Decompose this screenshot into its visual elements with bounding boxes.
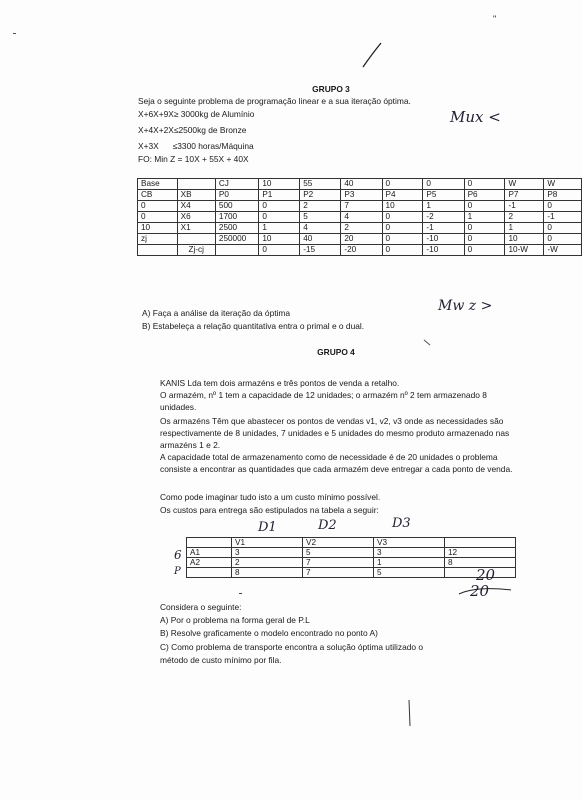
simplex-cell: P8: [544, 190, 582, 201]
pen-underline-totals: [456, 568, 516, 598]
simplex-cell: P2: [300, 190, 341, 201]
simplex-cell: 7: [341, 201, 382, 212]
simplex-cell: P4: [382, 190, 423, 201]
simplex-row: [138, 223, 582, 234]
transport-cell: 5: [374, 568, 445, 578]
handwritten-d1: D1: [258, 520, 277, 535]
pen-stroke-bottom: [404, 698, 414, 728]
simplex-cell: 0: [259, 201, 300, 212]
simplex-cell: X6: [177, 212, 215, 223]
simplex-cell: 55: [300, 179, 341, 190]
simplex-cell: XB: [177, 190, 215, 201]
simplex-cell: 10: [138, 223, 178, 234]
simplex-cell: zj: [138, 234, 178, 245]
simplex-cell: 40: [341, 179, 382, 190]
simplex-cell: -10: [423, 245, 464, 256]
pen-tick: [424, 340, 431, 346]
transport-cell: [187, 538, 232, 548]
simplex-cell: 0: [382, 223, 423, 234]
transport-cell: A1: [187, 548, 232, 558]
transport-cell: 7: [303, 558, 374, 568]
paragraph-1: KANIS Lda tem dois armazéns e três pontos de venda a retalho.: [160, 378, 400, 388]
simplex-cell: 1: [423, 201, 464, 212]
transport-cell: 12: [445, 548, 516, 558]
simplex-cell: 0: [382, 179, 423, 190]
handwritten-d3: D3: [392, 516, 411, 531]
constraint-2: X+4X+2X≤2500kg de Bronze: [138, 125, 247, 135]
corner-dash: [13, 33, 16, 34]
simplex-cell: 10: [259, 179, 300, 190]
simplex-cell: P5: [423, 190, 464, 201]
transport-cell: A2: [187, 558, 232, 568]
objective-function: FO: Min Z = 10X + 55X + 40X: [138, 154, 249, 164]
question-a: A) Faça a análise da iteração da óptima: [142, 308, 291, 318]
handwritten-d2: D2: [318, 518, 337, 533]
simplex-cell: 1: [464, 212, 505, 223]
simplex-cell: 250000: [215, 234, 258, 245]
simplex-cell: 2: [341, 223, 382, 234]
corner-mark: ": [493, 14, 497, 24]
simplex-row: [138, 212, 582, 223]
simplex-cell: P7: [505, 190, 544, 201]
paragraph-2: O armazém, nº 1 tem a capacidade de 12 unidades; o armazém nº 2 tem armazenado 8 unidades.: [160, 390, 487, 412]
simplex-cell: 0: [423, 179, 464, 190]
handwritten-total-1: 20: [476, 566, 496, 584]
transport-cell: 3: [232, 548, 303, 558]
paragraph-5: Como pode imaginar tudo isto a um custo mínimo possível.: [160, 492, 381, 502]
simplex-cell: -1: [544, 212, 582, 223]
simplex-cell: 0: [464, 234, 505, 245]
simplex-cell: -2: [423, 212, 464, 223]
simplex-cell: 1700: [215, 212, 258, 223]
simplex-cell: 0: [382, 234, 423, 245]
simplex-cell: Base: [138, 179, 178, 190]
bullet-dot: [239, 593, 242, 594]
simplex-cell: 0: [259, 212, 300, 223]
simplex-cell: 0: [464, 223, 505, 234]
simplex-cell: 0: [464, 179, 505, 190]
transport-cell: [187, 568, 232, 578]
simplex-cell: 0: [544, 234, 582, 245]
simplex-row: [138, 245, 582, 256]
simplex-cell: 4: [341, 212, 382, 223]
transport-row: [187, 558, 516, 568]
simplex-cell: P6: [464, 190, 505, 201]
transport-cell: 5: [303, 548, 374, 558]
pen-stroke-top: [360, 40, 384, 70]
grupo3-intro: Seja o seguinte problema de programação linear e a sua iteração óptima.: [138, 96, 411, 106]
grupo3-title: GRUPO 3: [312, 84, 350, 94]
simplex-cell: 2: [300, 201, 341, 212]
simplex-cell: X4: [177, 201, 215, 212]
simplex-cell: 0: [464, 201, 505, 212]
simplex-cell: 5: [300, 212, 341, 223]
handwritten-min: Mw z >: [438, 298, 493, 314]
transport-cell: V1: [232, 538, 303, 548]
simplex-cell: [177, 234, 215, 245]
simplex-cell: -1: [423, 223, 464, 234]
simplex-cell: 10: [259, 234, 300, 245]
simplex-cell: [138, 245, 178, 256]
transport-cell: V3: [374, 538, 445, 548]
simplex-row: [138, 234, 582, 245]
grupo4-title: GRUPO 4: [317, 347, 355, 357]
transport-row: [187, 548, 516, 558]
simplex-cell: 0: [544, 223, 582, 234]
simplex-cell: -1: [505, 201, 544, 212]
simplex-cell: Zj-cj: [177, 245, 215, 256]
paragraph-3: Os armazéns Têm que abastecer os pontos de vendas v1, v2, v3 onde as necessidades são respectivamente de 8 unidades, 7 unidades e 5 unidades do mesmo produto armazenado nas armazéns 1 e 2.: [160, 416, 510, 450]
simplex-cell: 0: [464, 245, 505, 256]
simplex-cell: -15: [300, 245, 341, 256]
transport-cell: 1: [374, 558, 445, 568]
simplex-cell: 0: [382, 212, 423, 223]
transport-cell: 8: [445, 558, 516, 568]
simplex-row: [138, 179, 582, 190]
simplex-cell: W: [544, 179, 582, 190]
item-a: A) Por o problema na forma geral de P.L: [160, 615, 310, 625]
simplex-cell: CJ: [215, 179, 258, 190]
simplex-cell: [177, 179, 215, 190]
simplex-cell: 20: [341, 234, 382, 245]
considera-label: Considera o seguinte:: [160, 602, 242, 612]
simplex-cell: 0: [544, 201, 582, 212]
simplex-cell: -10: [423, 234, 464, 245]
simplex-cell: [215, 245, 258, 256]
simplex-cell: 2500: [215, 223, 258, 234]
simplex-cell: 10: [505, 234, 544, 245]
simplex-table: [137, 178, 582, 256]
handwritten-total-2: 20: [470, 582, 490, 600]
simplex-cell: -W: [544, 245, 582, 256]
simplex-cell: 0: [259, 245, 300, 256]
simplex-cell: 10-W: [505, 245, 544, 256]
simplex-cell: -20: [341, 245, 382, 256]
simplex-cell: W: [505, 179, 544, 190]
transport-cell: V2: [303, 538, 374, 548]
simplex-cell: 0: [382, 245, 423, 256]
simplex-cell: 0: [138, 201, 178, 212]
constraint-3: X+3X ≤3300 horas/Máquina: [138, 141, 254, 151]
simplex-cell: P1: [259, 190, 300, 201]
simplex-cell: 1: [505, 223, 544, 234]
handwritten-a2-mark: P: [174, 566, 181, 577]
simplex-cell: X1: [177, 223, 215, 234]
simplex-cell: P3: [341, 190, 382, 201]
simplex-cell: 1: [259, 223, 300, 234]
simplex-cell: P0: [215, 190, 258, 201]
paragraph-4: A capacidade total de armazenamento como de necessidade é de 20 unidades o problema consiste a encontrar as quantidades que cada armazém deve entregar a cada ponto de venda.: [160, 452, 513, 474]
simplex-row: [138, 190, 582, 201]
transport-cell: 3: [374, 548, 445, 558]
simplex-cell: 500: [215, 201, 258, 212]
simplex-cell: 2: [505, 212, 544, 223]
constraint-1: X+6X+9X≥ 3000kg de Alumínio: [138, 109, 255, 119]
handwritten-max: Mux <: [450, 108, 501, 126]
transport-cell: 2: [232, 558, 303, 568]
simplex-cell: CB: [138, 190, 178, 201]
item-b: B) Resolve graficamente o modelo encontrado no ponto A): [160, 628, 378, 638]
simplex-cell: 4: [300, 223, 341, 234]
simplex-cell: 10: [382, 201, 423, 212]
item-c: C) Como problema de transporte encontra a solução óptima utilizado o método de custo mínimo por fila.: [160, 642, 424, 665]
simplex-cell: 0: [138, 212, 178, 223]
question-b: B) Estabeleça a relação quantitativa entra o primal e o dual.: [142, 321, 365, 331]
paragraph-6: Os custos para entrega são estipulados na tabela a seguir:: [160, 505, 379, 515]
simplex-cell: 40: [300, 234, 341, 245]
transport-cell: 8: [232, 568, 303, 578]
transport-cell: [445, 538, 516, 548]
simplex-row: [138, 201, 582, 212]
transport-cell: 7: [303, 568, 374, 578]
handwritten-a1-mark: 6: [174, 548, 182, 562]
transport-row: [187, 538, 516, 548]
